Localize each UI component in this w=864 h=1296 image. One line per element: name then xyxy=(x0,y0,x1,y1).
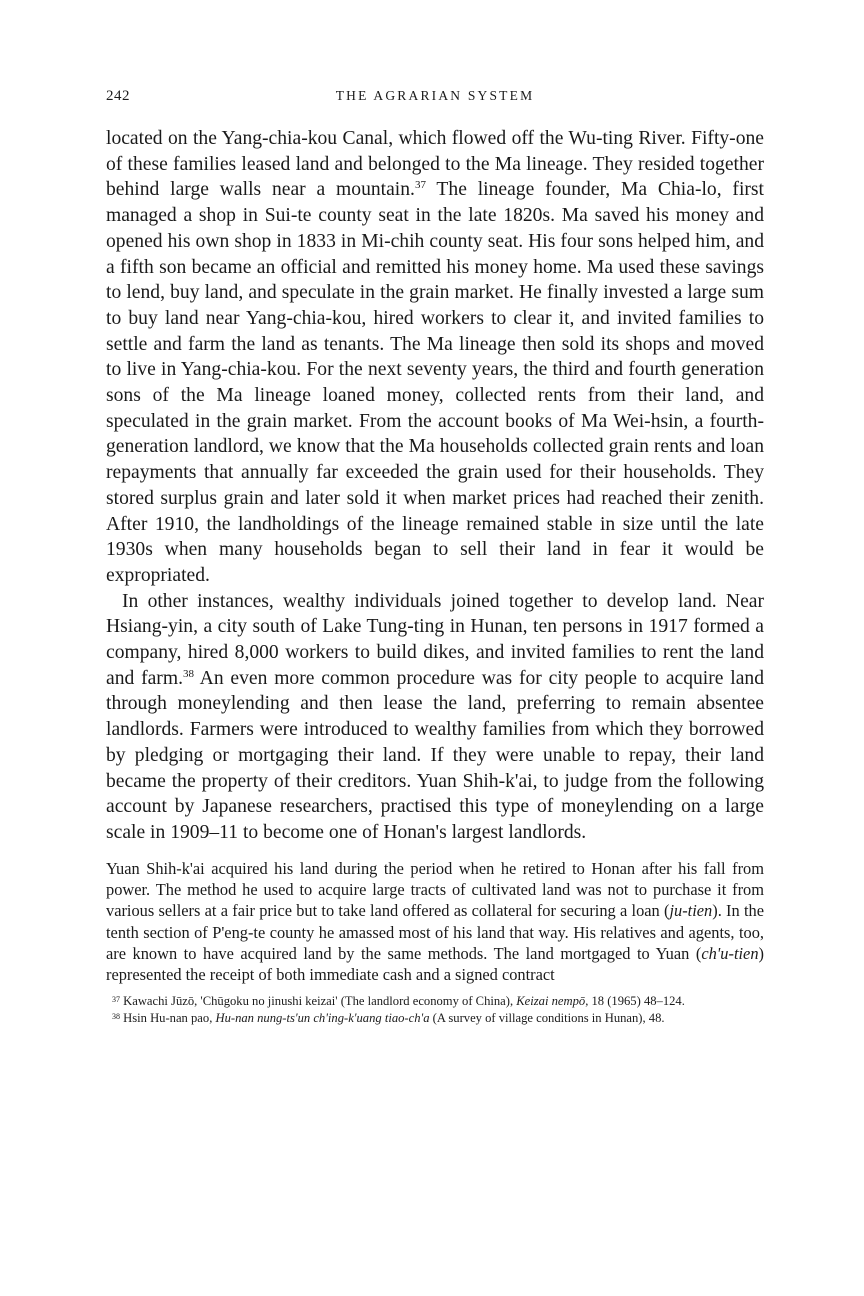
running-title: THE AGRARIAN SYSTEM xyxy=(335,88,535,103)
footnotes xyxy=(106,993,764,1026)
footnote-number: 37 xyxy=(112,995,120,1005)
footnote xyxy=(106,1010,764,1026)
body-paragraph-1 xyxy=(106,126,764,589)
footnote-text: Hsin Hu-nan pao, xyxy=(120,1011,216,1026)
footnote-ref: 38 xyxy=(182,667,194,680)
paragraph-text: located on the Yang-chia-kou Canal, which flowed off the Wu-ting River. Fifty-one of these families leased land and belonged to the Ma lineage. They resided together behind large walls near a mountain. xyxy=(106,128,764,201)
block-quote xyxy=(106,858,764,986)
footnote-number: 38 xyxy=(112,1012,120,1022)
page-number: 242 xyxy=(106,88,130,104)
quote-term: ju-tien xyxy=(669,901,713,921)
quote-text: Yuan Shih-k'ai acquired his land during the period when he retired to Honan after his fall from power. The method he used to acquire large tracts of cultivated land was not to purchase it from various sellers at a fair price but to take land offered as collateral for securing a loan ( xyxy=(106,858,764,921)
paragraph-text: In other instances, wealthy individuals joined together to develop land. Near Hsiang-yin, a city south of Lake Tung-ting in Hunan, ten persons in 1917 formed a company, hired 8,000 workers to build dikes, and invited families to rent the land and farm. xyxy=(106,590,764,689)
footnote-title: Keizai nempō xyxy=(516,994,586,1009)
footnote-text: , 18 (1965) 48–124. xyxy=(585,994,685,1009)
footnote-title: Hu-nan nung-ts'un ch'ing-k'uang tiao-ch'a xyxy=(215,1011,430,1026)
quote-text: ). In the tenth section of P'eng-te county he amassed most of his land that way. His relatives and agents, too, are known to have acquired land by the same methods. The land mortgaged to Yuan ( xyxy=(106,901,764,963)
paragraph-text: An even more common procedure was for city people to acquire land through moneylending and then lease the land, preferring to remain absentee landlords. Farmers were introduced to wealthy families from which they borrowed by pledging or mortgaging their land. If they were unable to repay, their land became the property of their creditors. Yuan Shih-k'ai, to judge from the following account by Japanese researchers, practised this type of moneylending on a large scale in 1909–11 to become one of Honan's largest landlords. xyxy=(106,667,764,843)
page xyxy=(106,88,764,1027)
page-header xyxy=(106,88,764,114)
paragraph-text: The lineage founder, Ma Chia-lo, first managed a shop in Sui-te county seat in the late 1820s. Ma saved his money and opened his own shop in 1833 in Mi-chih county seat. His four sons helped him, and a fifth son became an official and remitted his money home. Ma used these savings to lend, buy land, and speculate in the grain market. He finally invested a large sum to buy land near Yang-chia-kou, hired workers to clear it, and invited families to settle and farm the land as tenants. The Ma lineage then sold its shops and moved to live in Yang-chia-kou. For the next seventy years, the third and fourth generation sons of the Ma lineage loaned money, collected rents from their land, and speculated in the grain market. From the account books of Ma Wei-hsin, a fourth-generation landlord, we know that the Ma households collected grain rents and loan repayments that annually far exceeded the grain used for their households. They stored surplus grain and later sold it when market prices had reached their zenith. After 1910, the landholdings of the lineage remained stable in size until the late 1930s when many households began to sell their land in fear it would be expropriated. xyxy=(106,179,764,586)
body-paragraph-2 xyxy=(106,589,764,846)
footnote xyxy=(106,993,764,1009)
footnote-text: (A survey of village conditions in Hunan), 48. xyxy=(429,1011,665,1026)
footnote-ref: 37 xyxy=(414,179,426,192)
quote-text: ) represented the receipt of both immediate cash and a signed contract xyxy=(106,943,764,985)
footnote-text: Kawachi Jūzō, 'Chūgoku no jinushi keizai' (The landlord economy of China), xyxy=(120,994,517,1009)
quote-term: ch'u-tien xyxy=(701,943,759,963)
